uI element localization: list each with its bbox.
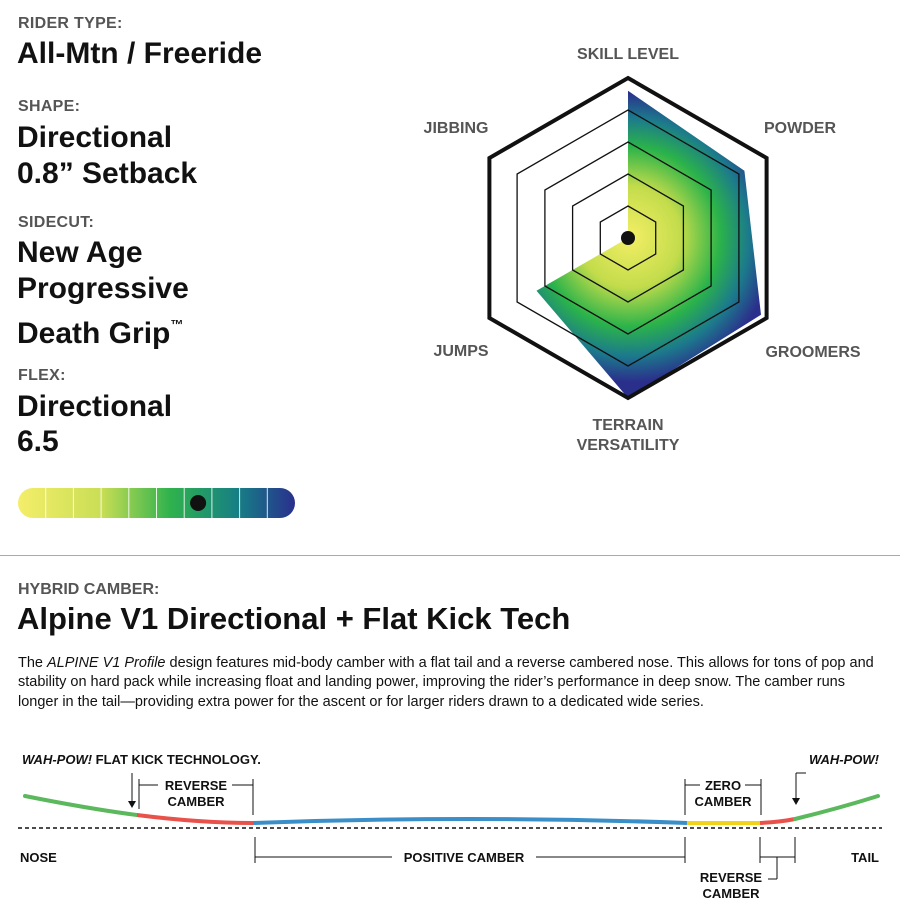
zero-camber-label-1: ZERO	[704, 778, 742, 793]
profile-segment-reverse-camber-nose	[137, 815, 253, 823]
camber-description	[18, 654, 884, 712]
flex-label: FLEX:	[18, 367, 66, 384]
reverse-camber-nose-label-1: REVERSE	[164, 778, 228, 793]
axis-label-powder: POWDER	[764, 120, 836, 137]
wahpow-right-arrow	[792, 798, 800, 805]
axis-label-jibbing: JIBBING	[423, 120, 489, 137]
positive-camber-label: POSITIVE CAMBER	[403, 850, 525, 865]
zero-camber-label-2: CAMBER	[694, 794, 752, 809]
flex-indicator-dot	[190, 495, 206, 511]
shape-label: SHAPE:	[18, 98, 81, 115]
camber-title: Alpine V1 Directional + Flat Kick Tech	[17, 601, 571, 636]
wahpow-left-label: WAH-POW!	[22, 752, 93, 767]
flex-scale-bar	[18, 488, 295, 518]
flat-kick-arrow	[128, 801, 136, 808]
sidecut-value-line1: New Age	[17, 236, 143, 269]
axis-label-jumps: JUMPS	[433, 343, 489, 360]
desc-profile-name: ALPINE V1 Profile	[47, 655, 166, 671]
axis-label-terrain: TERRAIN	[592, 417, 664, 434]
trademark-symbol: ™	[170, 317, 184, 332]
profile-segment-reverse-camber-tail	[760, 819, 795, 823]
profile-segment-flat-kick-nose	[25, 796, 137, 815]
sidecut-value-line3	[17, 307, 183, 351]
profile-segment-flat-kick-tail	[795, 796, 878, 819]
flex-value-line1: Directional	[17, 390, 173, 423]
nose-label: NOSE	[20, 850, 57, 865]
sidecut-label: SIDECUT:	[18, 214, 95, 231]
flat-kick-annotation	[22, 752, 261, 767]
wahpow-right-label: WAH-POW!	[808, 752, 879, 767]
reverse-camber-tail-label-2: CAMBER	[702, 886, 760, 900]
flex-value-line2: 6.5	[17, 425, 59, 458]
axis-label-versatility: VERSATILITY	[576, 437, 680, 454]
tail-label: TAIL	[851, 850, 879, 865]
camber-profile-diagram	[0, 745, 900, 900]
sidecut-line3-text: Death Grip	[17, 317, 171, 350]
camber-label: HYBRID CAMBER:	[18, 581, 160, 598]
desc-post: design features mid-body camber with a flat tail and a reverse cambered nose. This allows for tons of pop and stability on hard pack while increasing float and landing power, improving the rider’s performance in deep snow. The camber runs longer in the tail—providing extra power for the ascent or for larger riders drawn to a dedicated wide series.	[18, 655, 874, 710]
reverse-camber-nose-label-2: CAMBER	[167, 794, 225, 809]
section-divider	[0, 555, 900, 556]
shape-value-line1: Directional	[17, 121, 173, 154]
radar-center-dot	[621, 231, 635, 245]
reverse-camber-tail-label-1: REVERSE	[699, 870, 763, 885]
desc-pre: The	[18, 655, 48, 671]
profile-segment-positive-camber	[253, 819, 687, 823]
sidecut-value-line2: Progressive	[17, 272, 189, 305]
rider-type-label: RIDER TYPE:	[18, 15, 123, 32]
flat-kick-label: FLAT KICK TECHNOLOGY.	[92, 752, 261, 767]
rider-type-value: All-Mtn / Freeride	[17, 37, 263, 70]
axis-label-groomers: GROOMERS	[765, 344, 861, 361]
radar-chart	[400, 30, 900, 470]
axis-label-skill-level: SKILL LEVEL	[577, 46, 679, 63]
shape-value-line2: 0.8” Setback	[17, 157, 198, 190]
